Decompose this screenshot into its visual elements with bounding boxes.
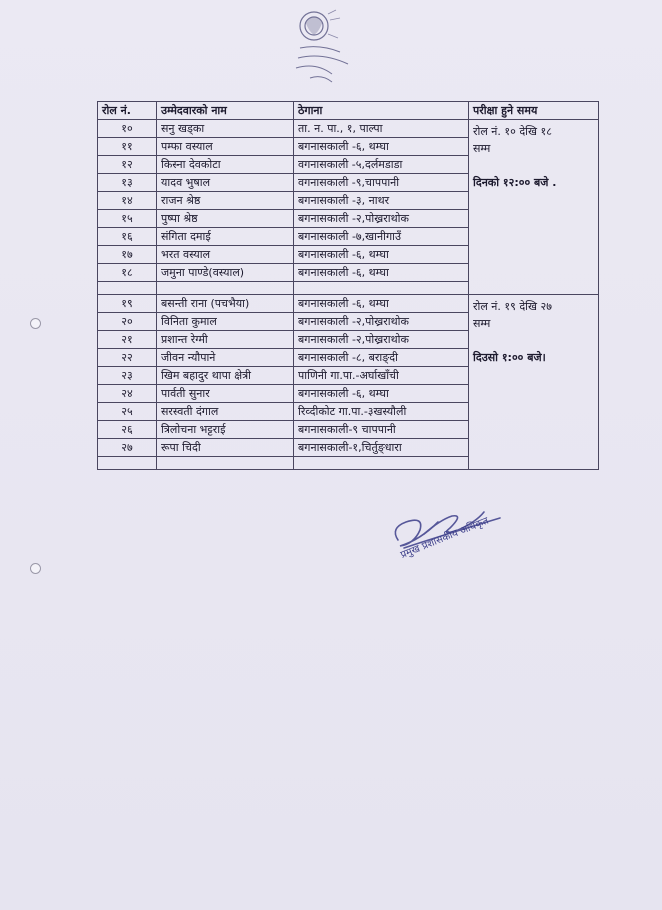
roll-no-cell: १२ bbox=[98, 156, 157, 174]
exam-range-suffix: सम्म bbox=[473, 142, 491, 155]
exam-time-cell-group2 bbox=[469, 295, 599, 470]
exam-time-cell-group1 bbox=[469, 120, 599, 295]
name-cell: सनु खड्का bbox=[157, 120, 294, 138]
name-cell: प्रशान्त रेग्मी bbox=[157, 331, 294, 349]
roll-no-cell: १६ bbox=[98, 228, 157, 246]
blank-cell bbox=[98, 457, 157, 470]
name-cell: त्रिलोचना भट्टराई bbox=[157, 421, 294, 439]
punch-hole-bottom bbox=[30, 563, 41, 574]
roll-no-cell: १० bbox=[98, 120, 157, 138]
address-cell: बगनासकाली -२,पोख्रराथोक bbox=[294, 210, 469, 228]
roll-no-cell: ११ bbox=[98, 138, 157, 156]
name-cell: पुष्पा श्रेष्ठ bbox=[157, 210, 294, 228]
blank-cell bbox=[294, 457, 469, 470]
name-cell: विनिता कुमाल bbox=[157, 313, 294, 331]
roll-no-cell: १५ bbox=[98, 210, 157, 228]
table-row bbox=[98, 120, 599, 138]
roll-no-cell: २२ bbox=[98, 349, 157, 367]
roll-no-cell: २५ bbox=[98, 403, 157, 421]
address-cell: पाणिनी गा.पा.-अर्घाखाँची bbox=[294, 367, 469, 385]
header-roll-no: रोल नं. bbox=[98, 102, 157, 120]
roll-no-cell: २३ bbox=[98, 367, 157, 385]
roll-no-cell: २१ bbox=[98, 331, 157, 349]
address-cell: वगनासकाली -९,चापपानी bbox=[294, 174, 469, 192]
name-cell: पार्वती सुनार bbox=[157, 385, 294, 403]
name-cell: संगिता दमाई bbox=[157, 228, 294, 246]
signature-label: प्रमुख प्रशासकीय अधिकृत bbox=[399, 515, 491, 561]
name-cell: खिम बहादुर थापा क्षेत्री bbox=[157, 367, 294, 385]
address-cell: बगनासकाली -८, बराङ्दी bbox=[294, 349, 469, 367]
punch-hole-top bbox=[30, 318, 41, 329]
roll-no-cell: १७ bbox=[98, 246, 157, 264]
candidate-roster-table bbox=[97, 101, 599, 470]
name-cell: सरस्वती दंगाल bbox=[157, 403, 294, 421]
blank-cell bbox=[98, 282, 157, 295]
exam-time-text: दिउसो १:०० बजे। bbox=[473, 351, 546, 364]
header-address: ठेगाना bbox=[294, 102, 469, 120]
name-cell: रूपा चिदी bbox=[157, 439, 294, 457]
address-cell: बगनासकाली -६, थम्घा bbox=[294, 246, 469, 264]
roll-no-cell: १४ bbox=[98, 192, 157, 210]
exam-range-line: रोल नं. १९ देखि २७ bbox=[473, 300, 552, 313]
address-cell: बगनासकाली -६, थम्घा bbox=[294, 138, 469, 156]
roll-no-cell: २६ bbox=[98, 421, 157, 439]
name-cell: यादव भुषाल bbox=[157, 174, 294, 192]
roll-no-cell: १९ bbox=[98, 295, 157, 313]
name-cell: राजन श्रेष्ठ bbox=[157, 192, 294, 210]
roll-no-cell: १८ bbox=[98, 264, 157, 282]
address-cell: बगनासकाली -७,खानीगाउँ bbox=[294, 228, 469, 246]
address-cell: बगनासकाली-९ चापपानी bbox=[294, 421, 469, 439]
header-exam-time: परीक्षा हुने समय bbox=[469, 102, 599, 120]
address-cell: बगनासकाली -६, थम्घा bbox=[294, 385, 469, 403]
address-cell: बगनासकाली-१,चिर्तुङ्धारा bbox=[294, 439, 469, 457]
blank-cell bbox=[157, 457, 294, 470]
exam-range-suffix: सम्म bbox=[473, 317, 491, 330]
address-cell: रिव्दीकोट गा.पा.-३खस्यौली bbox=[294, 403, 469, 421]
exam-time-text: दिनको १२:०० बजे . bbox=[473, 176, 557, 189]
office-seal-emblem bbox=[270, 4, 370, 88]
address-cell: बगनासकाली -६, थम्घा bbox=[294, 264, 469, 282]
name-cell: बसन्ती राना (पचभैया) bbox=[157, 295, 294, 313]
roll-no-cell: २४ bbox=[98, 385, 157, 403]
header-row bbox=[98, 102, 599, 120]
name-cell: किस्ना देवकोटा bbox=[157, 156, 294, 174]
roll-no-cell: २० bbox=[98, 313, 157, 331]
address-cell: ता. न. पा., १, पाल्पा bbox=[294, 120, 469, 138]
blank-cell bbox=[294, 282, 469, 295]
header-candidate-name: उम्मेदवारको नाम bbox=[157, 102, 294, 120]
table-row bbox=[98, 295, 599, 313]
name-cell: भरत वस्याल bbox=[157, 246, 294, 264]
roll-no-cell: १३ bbox=[98, 174, 157, 192]
address-cell: बगनासकाली -३, नाथर bbox=[294, 192, 469, 210]
roll-no-cell: २७ bbox=[98, 439, 157, 457]
name-cell: पम्फा वस्याल bbox=[157, 138, 294, 156]
blank-cell bbox=[157, 282, 294, 295]
address-cell: बगनासकाली -६, थम्घा bbox=[294, 295, 469, 313]
address-cell: वगनासकाली -५,दर्लमडाडा bbox=[294, 156, 469, 174]
address-cell: बगनासकाली -२,पोख्रराथोक bbox=[294, 313, 469, 331]
name-cell: जीवन न्यौपाने bbox=[157, 349, 294, 367]
exam-range-line: रोल नं. १० देखि १८ bbox=[473, 125, 552, 138]
name-cell: जमुना पाण्डे(वस्याल) bbox=[157, 264, 294, 282]
address-cell: बगनासकाली -२,पोख्रराथोक bbox=[294, 331, 469, 349]
